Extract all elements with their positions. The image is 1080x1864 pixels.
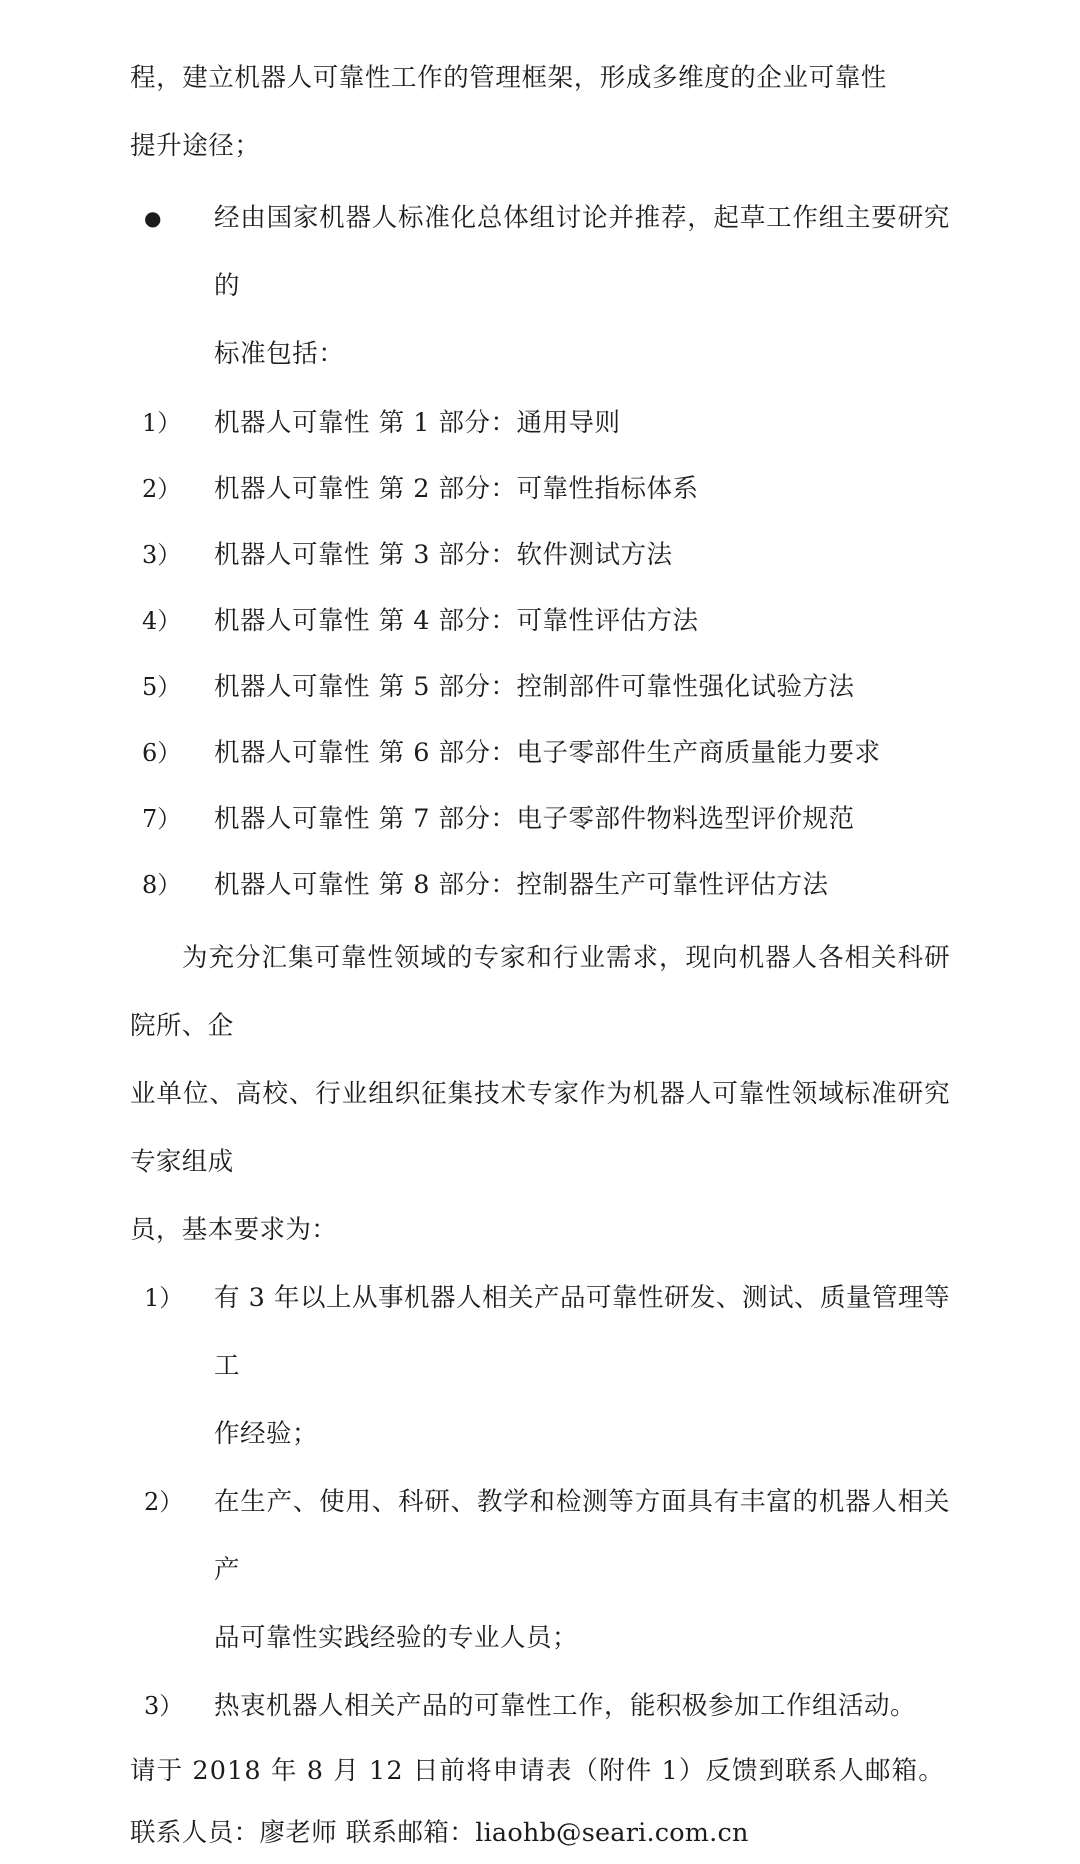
list-item <box>130 1264 950 1468</box>
contact-line <box>130 1802 950 1864</box>
list-item-number: 1） <box>142 409 182 437</box>
list-item-number: 2） <box>142 475 182 503</box>
bullet-item <box>130 184 950 388</box>
list-item-number: 7） <box>142 805 182 833</box>
continued-paragraph-line-1: 程，建立机器人可靠性工作的管理框架，形成多维度的企业可靠性 <box>130 63 887 93</box>
list-item-label: 机器人可靠性 第 3 部分：软件测试方法 <box>214 540 673 570</box>
list-item-label: 机器人可靠性 第 7 部分：电子零部件物料选型评价规范 <box>214 804 855 834</box>
list-item <box>130 522 950 588</box>
continued-paragraph <box>130 44 950 180</box>
list-item-line-1: 有 3 年以上从事机器人相关产品可靠性研发、测试、质量管理等工 <box>214 1283 950 1381</box>
list-item-number: 8） <box>142 871 182 899</box>
list-item-label: 机器人可靠性 第 5 部分：控制部件可靠性强化试验方法 <box>214 672 855 702</box>
list-item-label <box>214 1672 950 1740</box>
call-paragraph-line-1: 为充分汇集可靠性领域的专家和行业需求，现向机器人各相关科研院所、企 <box>130 943 950 1041</box>
list-item-line-1: 热衷机器人相关产品的可靠性工作，能积极参加工作组活动。 <box>214 1691 917 1721</box>
list-item <box>130 654 950 720</box>
continued-paragraph-line-2: 提升途径； <box>130 131 261 161</box>
list-item <box>130 786 950 852</box>
list-item <box>130 390 950 456</box>
list-item-line-2: 品可靠性实践经验的专业人员； <box>214 1623 579 1653</box>
list-item-line-2: 作经验； <box>214 1419 319 1449</box>
list-item-label: 机器人可靠性 第 2 部分：可靠性指标体系 <box>214 474 699 504</box>
list-item <box>130 588 950 654</box>
list-item-number: 1） <box>144 1284 184 1312</box>
bullet-marker-icon: ● <box>144 206 162 230</box>
call-paragraph-line-3: 员，基本要求为： <box>130 1215 338 1245</box>
standards-list <box>130 390 950 918</box>
list-item-label <box>214 1264 950 1468</box>
call-for-experts-paragraph <box>130 924 950 1264</box>
list-item-number: 3） <box>144 1692 184 1720</box>
list-item-number: 6） <box>142 739 182 767</box>
list-item-number: 3） <box>142 541 182 569</box>
deadline-line: 请于 2018 年 8 月 12 日前将申请表（附件 1）反馈到联系人邮箱。 <box>130 1756 945 1786</box>
contact-email: liaohb@seari.com.cn <box>475 1818 749 1848</box>
list-item-number: 5） <box>142 673 182 701</box>
list-item-label: 机器人可靠性 第 1 部分：通用导则 <box>214 408 621 438</box>
list-item-number: 2） <box>144 1488 184 1516</box>
list-item <box>130 1468 950 1672</box>
contact-label: 联系人员：廖老师 联系邮箱： <box>130 1818 476 1848</box>
list-item-line-1: 在生产、使用、科研、教学和检测等方面具有丰富的机器人相关产 <box>214 1487 950 1585</box>
bullet-item-text <box>214 184 950 388</box>
list-item <box>130 456 950 522</box>
list-item-label: 机器人可靠性 第 8 部分：控制器生产可靠性评估方法 <box>214 870 829 900</box>
list-item <box>130 852 950 918</box>
call-paragraph-line-2: 业单位、高校、行业组织征集技术专家作为机器人可靠性领域标准研究专家组成 <box>130 1079 950 1177</box>
list-item-label <box>214 1468 950 1672</box>
list-item-label: 机器人可靠性 第 6 部分：电子零部件生产商质量能力要求 <box>214 738 881 768</box>
list-item-label: 机器人可靠性 第 4 部分：可靠性评估方法 <box>214 606 699 636</box>
requirements-list <box>130 1264 950 1740</box>
bullet-item-line-2: 标准包括： <box>214 339 345 369</box>
bullet-item-line-1: 经由国家机器人标准化总体组讨论并推荐，起草工作组主要研究的 <box>214 203 950 301</box>
list-item <box>130 720 950 786</box>
list-item-number: 4） <box>142 607 182 635</box>
list-item <box>130 1672 950 1740</box>
closing-block <box>130 1740 950 1864</box>
